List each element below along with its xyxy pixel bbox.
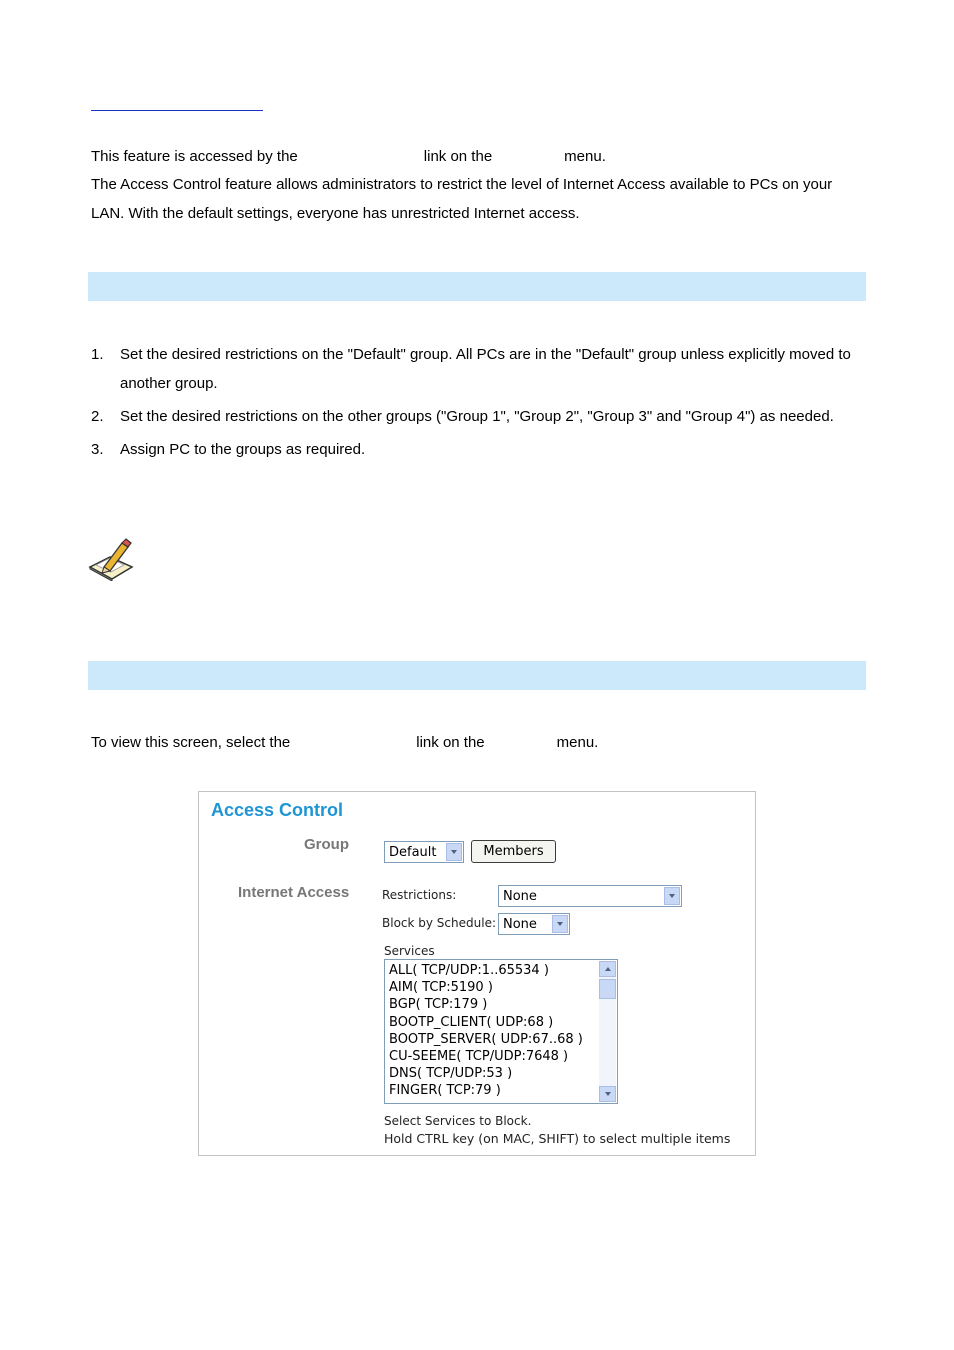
- access-control-screenshot: [198, 791, 756, 1156]
- services-hint-1: Select Services to Block.: [384, 1114, 532, 1128]
- services-scrollbar[interactable]: [599, 961, 616, 1102]
- restrictions-label: Restrictions:: [382, 888, 457, 902]
- scroll-thumb[interactable]: [599, 979, 616, 999]
- section-heading-band-2: [88, 661, 866, 690]
- services-listbox[interactable]: [384, 959, 618, 1104]
- list-item[interactable]: DNS( TCP/UDP:53 ): [389, 1066, 513, 1082]
- chevron-down-icon[interactable]: [446, 843, 462, 861]
- members-button[interactable]: Members: [471, 840, 556, 863]
- section-title-link[interactable]: [91, 90, 263, 111]
- list-item[interactable]: AIM( TCP:5190 ): [389, 980, 493, 996]
- list-item[interactable]: ALL( TCP/UDP:1..65534 ): [389, 963, 549, 978]
- intro-line: [91, 142, 606, 171]
- step-text: Set the desired restrictions on the "Default" group. All PCs are in the "Default" group unless explicitly moved to another group.: [120, 346, 851, 392]
- restrictions-select-value: None: [503, 889, 537, 904]
- step-text: Assign PC to the groups as required.: [120, 441, 366, 458]
- chevron-down-icon[interactable]: [664, 887, 680, 905]
- view-text-b: link on the: [416, 734, 485, 751]
- schedule-label: Block by Schedule:: [382, 916, 496, 930]
- step-number: 1.: [91, 346, 104, 363]
- steps-list: [91, 340, 851, 468]
- list-item: [91, 402, 851, 431]
- list-item[interactable]: BOOTP_CLIENT( UDP:68 ): [389, 1014, 554, 1030]
- view-text-c: menu.: [556, 734, 599, 751]
- chevron-down-icon[interactable]: [552, 915, 568, 933]
- services-hint-2: Hold CTRL key (on MAC, SHIFT) to select multiple items: [384, 1131, 731, 1146]
- services-label: Services: [384, 944, 435, 958]
- list-item: [91, 435, 851, 464]
- intro-text-b: link on the: [423, 148, 493, 165]
- restrictions-select[interactable]: [498, 885, 682, 907]
- scroll-down-icon[interactable]: [599, 1086, 616, 1102]
- list-item: [91, 340, 851, 398]
- group-select-value: Default: [389, 845, 437, 860]
- schedule-select-value: None: [503, 917, 537, 932]
- note-pencil-icon: [88, 537, 134, 581]
- list-item[interactable]: BGP( TCP:179 ): [389, 997, 488, 1013]
- group-select[interactable]: [384, 841, 464, 863]
- group-label: Group: [304, 836, 349, 853]
- step-text: Set the desired restrictions on the other groups ("Group 1", "Group 2", "Group 3" and "Group 4") as needed.: [120, 408, 834, 425]
- screen-title: Access Control: [211, 800, 344, 820]
- scroll-up-icon[interactable]: [599, 961, 616, 977]
- intro-text-c: menu.: [564, 148, 606, 165]
- intro-text-a: This feature is accessed by the: [91, 148, 298, 165]
- section-heading-band: [88, 272, 866, 301]
- step-number: 3.: [91, 441, 104, 458]
- view-text-a: To view this screen, select the: [91, 734, 291, 751]
- list-item[interactable]: CU-SEEME( TCP/UDP:7648 ): [389, 1049, 569, 1065]
- intro-paragraph: The Access Control feature allows administrators to restrict the level of Internet Access available to PCs on your LAN. With the default settings, everyone has unrestricted Internet access.: [91, 176, 833, 222]
- view-instruction: [91, 728, 598, 757]
- list-item[interactable]: FINGER( TCP:79 ): [389, 1083, 501, 1099]
- schedule-select[interactable]: [498, 913, 570, 935]
- step-number: 2.: [91, 408, 104, 425]
- internet-access-label: Internet Access: [238, 884, 350, 901]
- list-item[interactable]: BOOTP_SERVER( UDP:67..68 ): [389, 1031, 583, 1047]
